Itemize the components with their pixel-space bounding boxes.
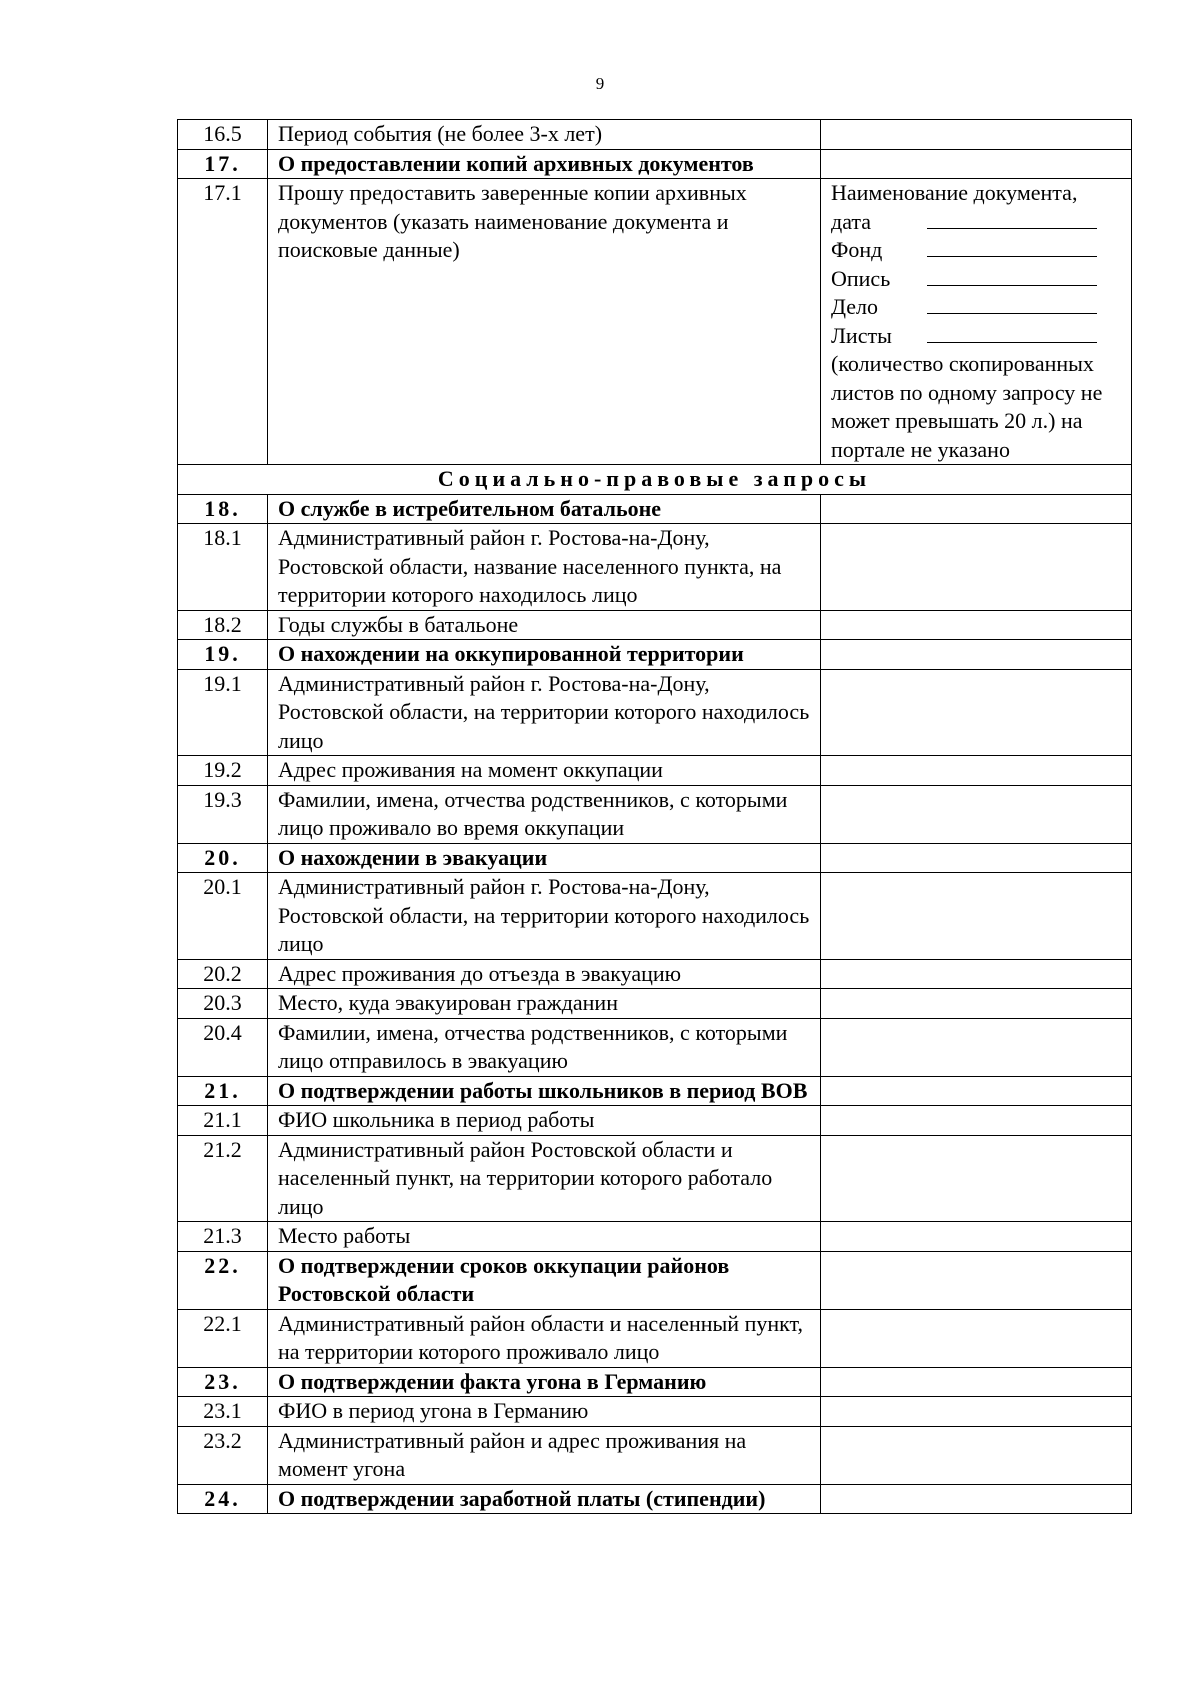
answer-cell bbox=[821, 149, 1132, 179]
table-row bbox=[178, 1309, 1132, 1367]
date-field[interactable] bbox=[831, 208, 1131, 237]
row-number: 22.1 bbox=[178, 1309, 268, 1367]
section-number: 17. bbox=[178, 149, 268, 179]
section-number: 18. bbox=[178, 494, 268, 524]
section-title: О предоставлении копий архивных документов bbox=[268, 149, 821, 179]
section-row bbox=[178, 1484, 1132, 1514]
row-number: 23.2 bbox=[178, 1426, 268, 1484]
answer-cell bbox=[821, 494, 1132, 524]
row-number: 20.2 bbox=[178, 959, 268, 989]
answer-cell[interactable] bbox=[821, 756, 1132, 786]
row-number: 20.3 bbox=[178, 989, 268, 1019]
listy-fill-line[interactable] bbox=[927, 322, 1097, 343]
table-row bbox=[178, 179, 1132, 465]
row-number: 21.2 bbox=[178, 1135, 268, 1222]
table-row bbox=[178, 1135, 1132, 1222]
row-number: 21.3 bbox=[178, 1222, 268, 1252]
section-number: 20. bbox=[178, 843, 268, 873]
answer-cell[interactable] bbox=[821, 1397, 1132, 1427]
section-row bbox=[178, 640, 1132, 670]
row-text: Административный район г. Ростова-на-Дону, Ростовской области, название населенного пункта, на территории которого находилось лицо bbox=[268, 524, 821, 611]
row-text: Административный район Ростовской области и населенный пункт, на территории которого работало лицо bbox=[268, 1135, 821, 1222]
row-text: Фамилии, имена, отчества родственников, с которыми лицо отправилось в эвакуацию bbox=[268, 1018, 821, 1076]
answer-cell bbox=[821, 1251, 1132, 1309]
row-text: ФИО в период угона в Германию bbox=[268, 1397, 821, 1427]
answer-cell bbox=[821, 1484, 1132, 1514]
opis-field[interactable] bbox=[831, 265, 1131, 294]
row-number: 19.2 bbox=[178, 756, 268, 786]
table-row bbox=[178, 785, 1132, 843]
answer-cell bbox=[821, 640, 1132, 670]
section-row bbox=[178, 494, 1132, 524]
row-text: Место работы bbox=[268, 1222, 821, 1252]
answer-cell[interactable] bbox=[821, 1309, 1132, 1367]
answer-cell[interactable] bbox=[821, 785, 1132, 843]
table-row bbox=[178, 1426, 1132, 1484]
row-text: Адрес проживания до отъезда в эвакуацию bbox=[268, 959, 821, 989]
answer-cell[interactable] bbox=[821, 959, 1132, 989]
section-title: О нахождении на оккупированной территории bbox=[268, 640, 821, 670]
table-row bbox=[178, 959, 1132, 989]
listy-label: Листы bbox=[831, 322, 892, 348]
row-number: 20.4 bbox=[178, 1018, 268, 1076]
row-number: 19.1 bbox=[178, 669, 268, 756]
table-row bbox=[178, 610, 1132, 640]
section-title: О подтверждении заработной платы (стипендии) bbox=[268, 1484, 821, 1514]
answer-cell[interactable] bbox=[821, 989, 1132, 1019]
row-text: Административный район области и населенный пункт, на территории которого проживало лицо bbox=[268, 1309, 821, 1367]
table-row bbox=[178, 873, 1132, 960]
heading-row bbox=[178, 465, 1132, 495]
section-row bbox=[178, 1076, 1132, 1106]
answer-cell[interactable] bbox=[821, 1106, 1132, 1136]
date-label: дата bbox=[831, 208, 872, 234]
table-row bbox=[178, 524, 1132, 611]
table-row bbox=[178, 1018, 1132, 1076]
row-number: 18.1 bbox=[178, 524, 268, 611]
answer-cell[interactable] bbox=[821, 1222, 1132, 1252]
section-row bbox=[178, 1251, 1132, 1309]
answer-cell[interactable] bbox=[821, 1426, 1132, 1484]
answer-cell[interactable] bbox=[821, 873, 1132, 960]
section-row bbox=[178, 843, 1132, 873]
row-number: 23.1 bbox=[178, 1397, 268, 1427]
answer-cell[interactable] bbox=[821, 1135, 1132, 1222]
answer-cell bbox=[821, 1367, 1132, 1397]
document-details-cell bbox=[821, 179, 1132, 465]
row-number: 21.1 bbox=[178, 1106, 268, 1136]
listy-field[interactable] bbox=[831, 322, 1131, 351]
row-text: ФИО школьника в период работы bbox=[268, 1106, 821, 1136]
row-text: Фамилии, имена, отчества родственников, с которыми лицо проживало во время оккупации bbox=[268, 785, 821, 843]
section-row bbox=[178, 149, 1132, 179]
row-text: Административный район г. Ростова-на-Дону, Ростовской области, на территории которого находилось лицо bbox=[268, 669, 821, 756]
answer-cell[interactable] bbox=[821, 120, 1132, 150]
answer-cell bbox=[821, 843, 1132, 873]
section-title: О службе в истребительном батальоне bbox=[268, 494, 821, 524]
table-row bbox=[178, 1106, 1132, 1136]
section-title: О подтверждении сроков оккупации районов Ростовской области bbox=[268, 1251, 821, 1309]
delo-label: Дело bbox=[831, 294, 879, 319]
section-title: О нахождении в эвакуации bbox=[268, 843, 821, 873]
document-name-label: Наименование документа, bbox=[831, 180, 1078, 205]
table-row bbox=[178, 1222, 1132, 1252]
table-row bbox=[178, 120, 1132, 150]
section-number: 22. bbox=[178, 1251, 268, 1309]
fond-fill-line[interactable] bbox=[927, 236, 1097, 257]
table-row bbox=[178, 669, 1132, 756]
row-number: 16.5 bbox=[178, 120, 268, 150]
request-form-table bbox=[177, 119, 1132, 1514]
copies-note: (количество скопированных листов по одному запросу не может превышать 20 л.) на портале не указано bbox=[831, 351, 1103, 462]
row-number: 20.1 bbox=[178, 873, 268, 960]
answer-cell[interactable] bbox=[821, 524, 1132, 611]
opis-label: Опись bbox=[831, 265, 891, 291]
section-number: 19. bbox=[178, 640, 268, 670]
delo-fill-line[interactable] bbox=[927, 293, 1097, 314]
fond-label: Фонд bbox=[831, 237, 883, 262]
table-row bbox=[178, 1397, 1132, 1427]
section-title: О подтверждении работы школьников в период ВОВ bbox=[268, 1076, 821, 1106]
row-text: Административный район г. Ростова-на-Дону, Ростовской области, на территории которого находилось лицо bbox=[268, 873, 821, 960]
row-number: 19.3 bbox=[178, 785, 268, 843]
section-heading: Социально-правовые запросы bbox=[178, 465, 1132, 495]
answer-cell bbox=[821, 1076, 1132, 1106]
opis-fill-line[interactable] bbox=[927, 265, 1097, 286]
row-text: Прошу предоставить заверенные копии архивных документов (указать наименование документа и поисковые данные) bbox=[268, 179, 821, 465]
row-text: Период события (не более 3-х лет) bbox=[268, 120, 821, 150]
answer-cell[interactable] bbox=[821, 610, 1132, 640]
row-number: 18.2 bbox=[178, 610, 268, 640]
answer-cell[interactable] bbox=[821, 669, 1132, 756]
section-number: 21. bbox=[178, 1076, 268, 1106]
row-text: Административный район и адрес проживания на момент угона bbox=[268, 1426, 821, 1484]
table-row bbox=[178, 756, 1132, 786]
date-fill-line[interactable] bbox=[927, 208, 1097, 229]
delo-field[interactable] bbox=[831, 293, 1131, 322]
answer-cell[interactable] bbox=[821, 1018, 1132, 1076]
row-text: Годы службы в батальоне bbox=[268, 610, 821, 640]
row-number: 17.1 bbox=[178, 179, 268, 465]
fond-field[interactable] bbox=[831, 236, 1131, 265]
section-title: О подтверждении факта угона в Германию bbox=[268, 1367, 821, 1397]
page-number: 9 bbox=[595, 74, 605, 93]
section-number: 23. bbox=[178, 1367, 268, 1397]
section-row bbox=[178, 1367, 1132, 1397]
section-number: 24. bbox=[178, 1484, 268, 1514]
table-row bbox=[178, 989, 1132, 1019]
row-text: Место, куда эвакуирован гражданин bbox=[268, 989, 821, 1019]
row-text: Адрес проживания на момент оккупации bbox=[268, 756, 821, 786]
